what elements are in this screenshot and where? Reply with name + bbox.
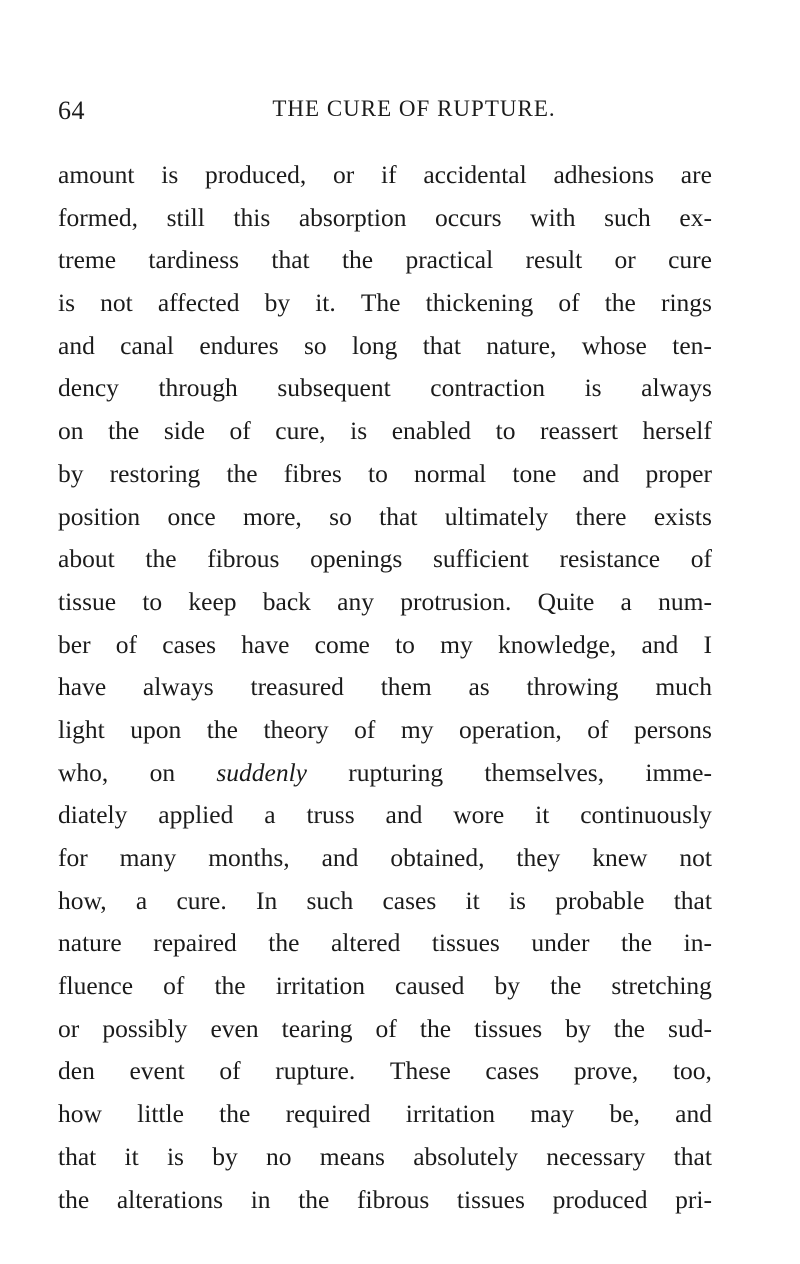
text-line: diately applied a truss and wore it continuously <box>58 800 712 830</box>
text-line: dency through subsequent contraction is always <box>58 373 712 403</box>
running-head <box>58 96 710 136</box>
text-line: ber of cases have come to my knowledge, and I <box>58 629 712 659</box>
text-line: on the side of cure, is enabled to reassert herself <box>58 416 712 446</box>
text-line: have always treasured them as throwing much <box>58 672 712 702</box>
text-line: how, a cure. In such cases it is probable that <box>58 885 712 915</box>
text-line: the alterations in the fibrous tissues produced pri- <box>58 1184 712 1214</box>
text-line: formed, still this absorption occurs with such ex- <box>58 202 712 232</box>
text-line: is not affected by it. The thickening of the rings <box>58 288 712 318</box>
text-line: tissue to keep back any protrusion. Quite a num- <box>58 586 712 616</box>
text-line: how little the required irritation may be, and <box>58 1099 712 1129</box>
text-line: treme tardiness that the practical result or cure <box>58 245 712 275</box>
text-line: amount is produced, or if accidental adhesions are <box>58 160 712 189</box>
page-number: 64 <box>58 96 85 125</box>
running-title: THE CURE OF RUPTURE. <box>272 96 556 121</box>
text-line: and canal endures so long that nature, whose ten- <box>58 330 712 360</box>
text-line: by restoring the fibres to normal tone and proper <box>58 458 712 488</box>
text-line: that it is by no means absolutely necessary that <box>58 1141 712 1171</box>
text-line: about the fibrous openings sufficient resistance of <box>58 544 712 574</box>
text-line: den event of rupture. These cases prove, too, <box>58 1056 712 1086</box>
text-line: who, on suddenly rupturing themselves, imme- <box>58 757 712 787</box>
text-line: nature repaired the altered tissues under the in- <box>58 928 712 958</box>
text-line: position once more, so that ultimately there exists <box>58 501 712 531</box>
text-line: fluence of the irritation caused by the stretching <box>58 971 712 1001</box>
text-line: or possibly even tearing of the tissues by the sud- <box>58 1013 712 1043</box>
body-text <box>58 154 712 1221</box>
text-line: light upon the theory of my operation, of persons <box>58 714 712 744</box>
text-line: for many months, and obtained, they knew not <box>58 843 712 872</box>
